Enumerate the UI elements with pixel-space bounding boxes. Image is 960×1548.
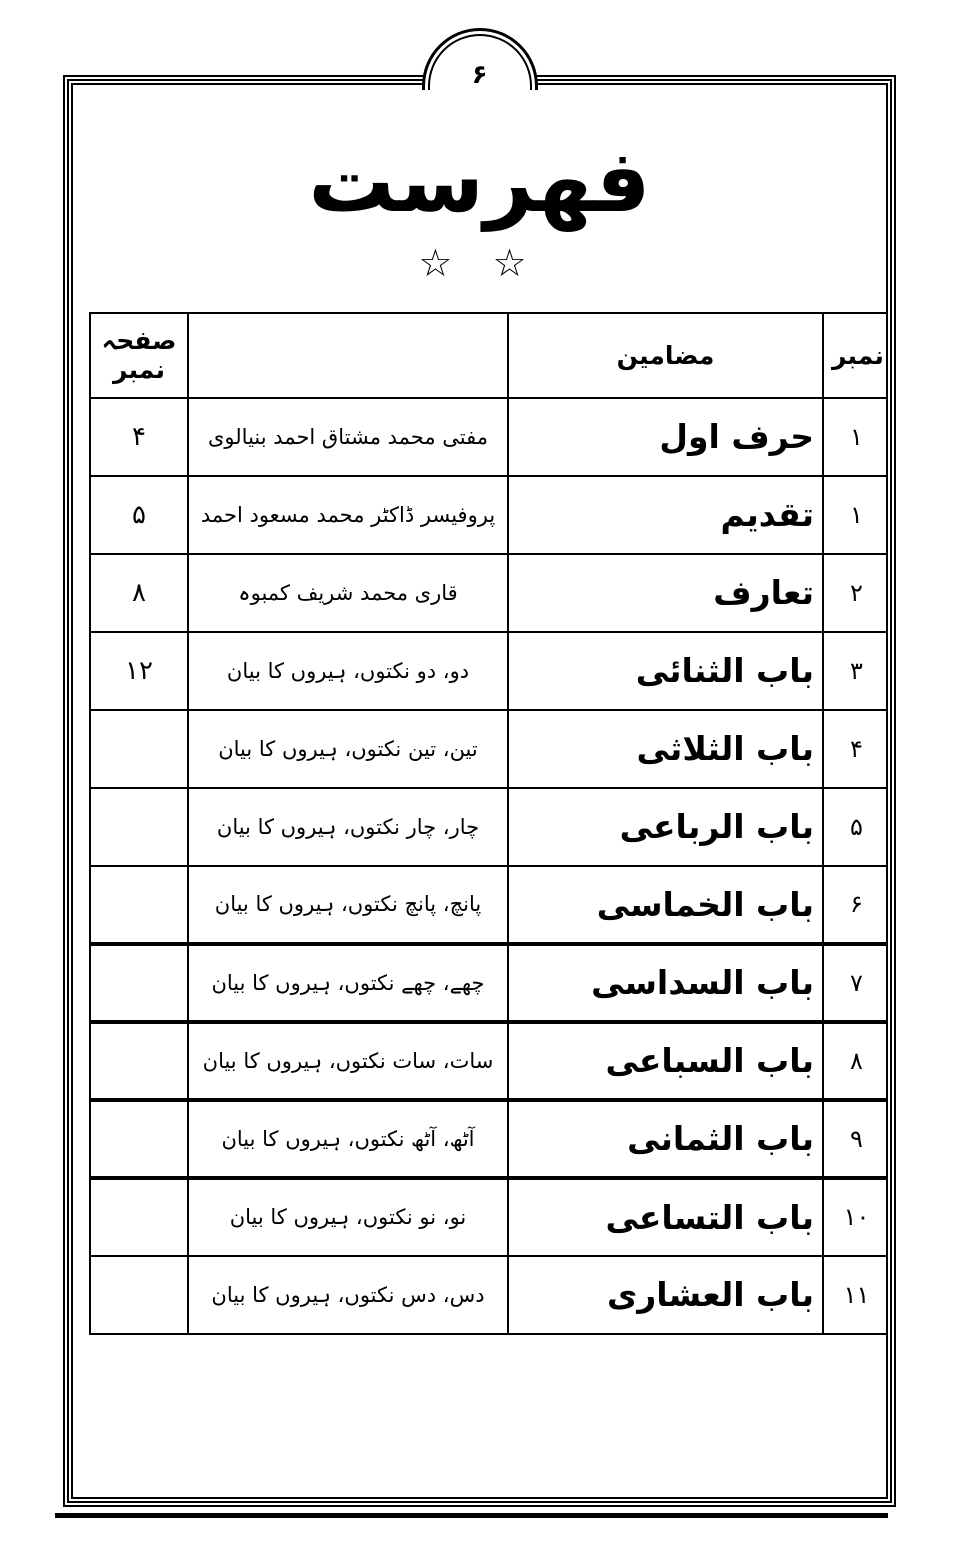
row-serial-number: ۷ [823,944,888,1022]
row-serial-number: ۴ [823,710,888,788]
header-number: نمبر [823,313,888,398]
row-topic-title: حرف اول [508,398,823,476]
row-detail: دو، دو نکتوں، ہیروں کا بیان [188,632,508,710]
row-detail: پروفیسر ڈاکٹر محمد مسعود احمد [188,476,508,554]
row-page-number: ۵ [90,476,188,554]
row-detail: چار، چار نکتوں، ہیروں کا بیان [188,788,508,866]
row-serial-number: ۱ [823,398,888,476]
table-row [90,710,888,788]
table-row [90,476,888,554]
row-detail: سات، سات نکتوں، ہیروں کا بیان [188,1022,508,1100]
decorative-stars-icon: ☆ ☆ [418,240,541,285]
contents-table-body [90,398,888,1334]
row-topic-title: باب السباعی [508,1022,823,1100]
table-row [90,866,888,944]
header-page-number: صفحہ نمبر [90,313,188,398]
table-row [90,632,888,710]
row-serial-number: ۶ [823,866,888,944]
page-number-ornament [422,28,538,90]
row-page-number [90,1100,188,1178]
row-serial-number: ۳ [823,632,888,710]
row-page-number: ۴ [90,398,188,476]
header-detail [188,313,508,398]
row-page-number [90,1022,188,1100]
table-row [90,554,888,632]
table-row [90,398,888,476]
row-page-number [90,866,188,944]
row-page-number [90,788,188,866]
row-detail: دس، دس نکتوں، ہیروں کا بیان [188,1256,508,1334]
contents-table-header [90,313,888,398]
frame-outer-line [63,75,896,1507]
page-frame [63,60,896,1507]
frame-inner-line [71,83,888,1499]
row-detail: چھے، چھے نکتوں، ہیروں کا بیان [188,944,508,1022]
row-page-number: ۱۲ [90,632,188,710]
row-topic-title: باب الثمانی [508,1100,823,1178]
row-topic-title: باب السداسی [508,944,823,1022]
page-content [73,85,886,1335]
row-page-number [90,944,188,1022]
table-row [90,788,888,866]
contents-table [89,312,888,1335]
row-detail: قاری محمد شریف کمبوہ [188,554,508,632]
frame-middle-line [67,79,892,1503]
row-serial-number: ۲ [823,554,888,632]
row-detail: پانچ، پانچ نکتوں، ہیروں کا بیان [188,866,508,944]
row-page-number [90,1178,188,1256]
row-detail: مفتی محمد مشتاق احمد بنیالوی [188,398,508,476]
header-row [90,313,888,398]
table-row [90,944,888,1022]
row-detail: نو، نو نکتوں، ہیروں کا بیان [188,1178,508,1256]
row-page-number [90,1256,188,1334]
frame-bottom-thick-line [55,1513,888,1518]
row-topic-title: تعارف [508,554,823,632]
table-row [90,1100,888,1178]
row-serial-number: ۹ [823,1100,888,1178]
page-title: فهرست [308,132,651,232]
row-serial-number: ۱ [823,476,888,554]
row-topic-title: باب الرباعی [508,788,823,866]
row-topic-title: باب الخماسی [508,866,823,944]
header-topics: مضامین [508,313,823,398]
row-topic-title: باب الثلاثی [508,710,823,788]
table-row [90,1178,888,1256]
page-number: ۶ [471,60,488,90]
row-page-number [90,710,188,788]
row-page-number: ۸ [90,554,188,632]
row-detail: تین، تین نکتوں، ہیروں کا بیان [188,710,508,788]
row-topic-title: باب التساعی [508,1178,823,1256]
row-serial-number: ۱۰ [823,1178,888,1256]
row-topic-title: تقدیم [508,476,823,554]
table-row [90,1022,888,1100]
row-serial-number: ۸ [823,1022,888,1100]
row-detail: آٹھ، آٹھ نکتوں، ہیروں کا بیان [188,1100,508,1178]
row-serial-number: ۱۱ [823,1256,888,1334]
row-serial-number: ۵ [823,788,888,866]
table-row [90,1256,888,1334]
row-topic-title: باب الثنائی [508,632,823,710]
row-topic-title: باب العشاری [508,1256,823,1334]
